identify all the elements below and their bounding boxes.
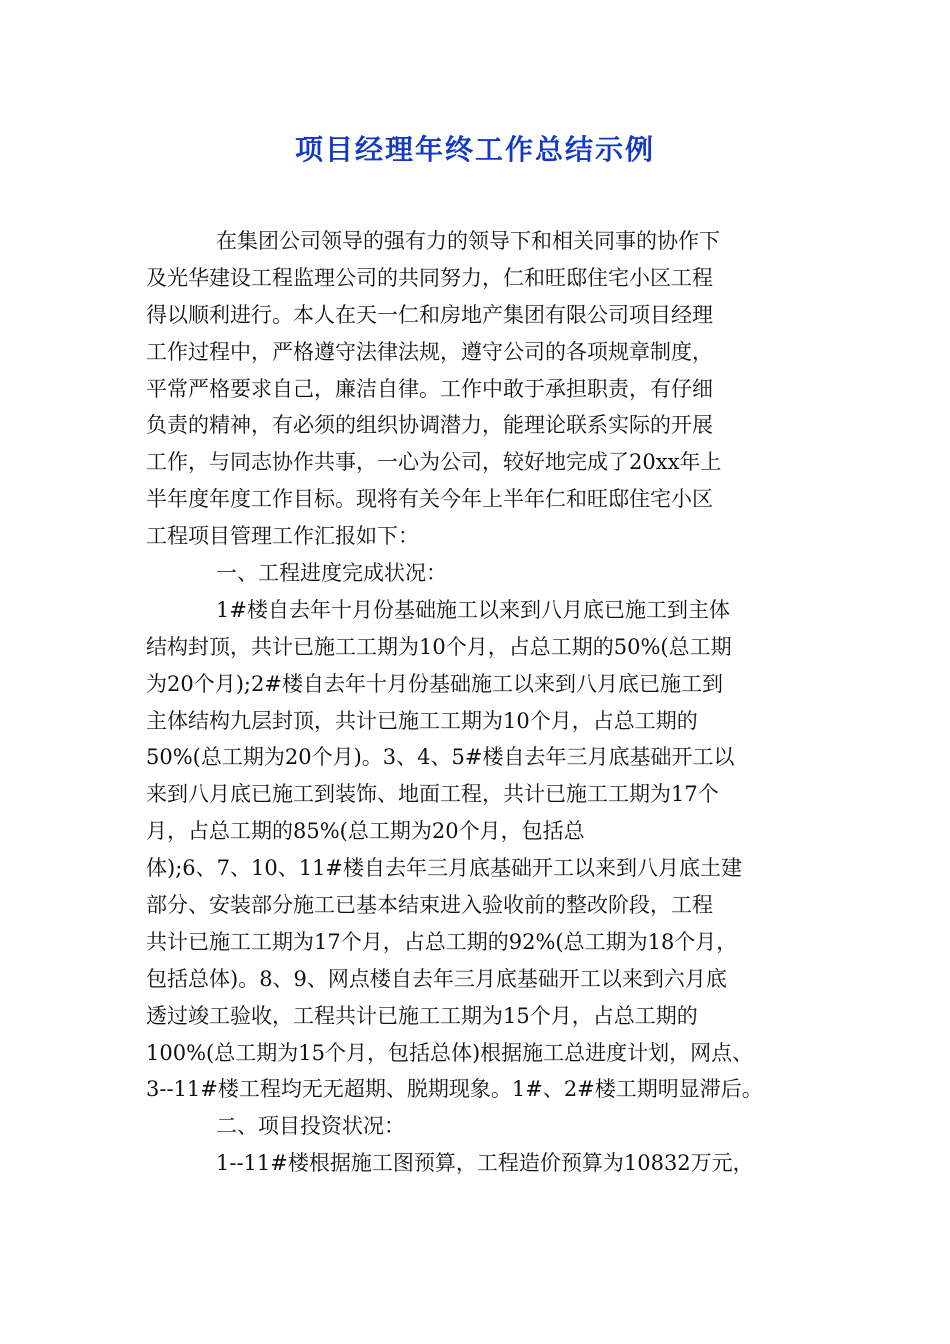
section-heading: 二、项目投资状况： [216,1114,405,1139]
paragraph-line: 1#楼自去年十月份基础施工以来到八月底已施工到主体 [216,597,730,622]
paragraph-line: 主体结构九层封顶，共计已施工工期为10个月，占总工期的 [146,708,698,733]
paragraph-line: 工程项目管理工作汇报如下： [146,524,419,549]
paragraph-line: 3--11#楼工程均无无超期、脱期现象。1#、2#楼工期明显滞后。 [146,1077,763,1102]
document-title: 项目经理年终工作总结示例 [294,133,655,166]
paragraph-line: 100%(总工期为15个月，包括总体)根据施工总进度计划，网点、 [146,1040,754,1065]
paragraph-line: 部分、安装部分施工已基本结束进入验收前的整改阶段，工程 [146,893,713,918]
paragraph-line: 半年度年度工作目标。现将有关今年上半年仁和旺邸住宅小区 [146,487,713,512]
paragraph-line: 1--11#楼根据施工图预算，工程造价预算为10832万元， [216,1151,754,1176]
paragraph-line: 负责的精神，有必须的组织协调潜力，能理论联系实际的开展 [146,413,713,438]
paragraph-line: 在集团公司领导的强有力的领导下和相关同事的协作下 [216,229,720,253]
paragraph-line: 为20个月);2#楼自去年十月份基础施工以来到八月底已施工到 [146,671,723,696]
paragraph-line: 月，占总工期的85%(总工期为20个月，包括总 [146,819,585,844]
paragraph-line: 来到八月底已施工到装饰、地面工程，共计已施工工期为17个 [146,782,719,807]
paragraph-line: 50%(总工期为20个月)。3、4、5#楼自去年三月底基础开工以 [146,745,735,770]
paragraph-line: 工作，与同志协作共事，一心为公司，较好地完成了20xx年上 [146,450,722,475]
section-heading: 一、工程进度完成状况： [216,561,447,586]
document-body [146,223,816,1182]
paragraph-line: 及光华建设工程监理公司的共同努力，仁和旺邸住宅小区工程 [146,265,713,290]
paragraph-line: 平常严格要求自己，廉洁自律。工作中敢于承担职责，有仔细 [146,376,713,401]
paragraph-line: 体);6、7、10、11#楼自去年三月底基础开工以来到八月底土建 [146,856,743,881]
paragraph-line: 共计已施工工期为17个月，占总工期的92%(总工期为18个月， [146,929,738,954]
paragraph-line: 工作过程中，严格遵守法律法规，遵守公司的各项规章制度， [146,339,713,364]
paragraph-line: 结构封顶，共计已施工工期为10个月，占总工期的50%(总工期 [146,634,732,659]
paragraph-line: 包括总体)。8、9、网点楼自去年三月底基础开工以来到六月底 [146,966,727,991]
paragraph-line: 透过竣工验收，工程共计已施工工期为15个月，占总工期的 [146,1003,698,1028]
paragraph-line: 得以顺利进行。本人在天一仁和房地产集团有限公司项目经理 [146,302,713,327]
